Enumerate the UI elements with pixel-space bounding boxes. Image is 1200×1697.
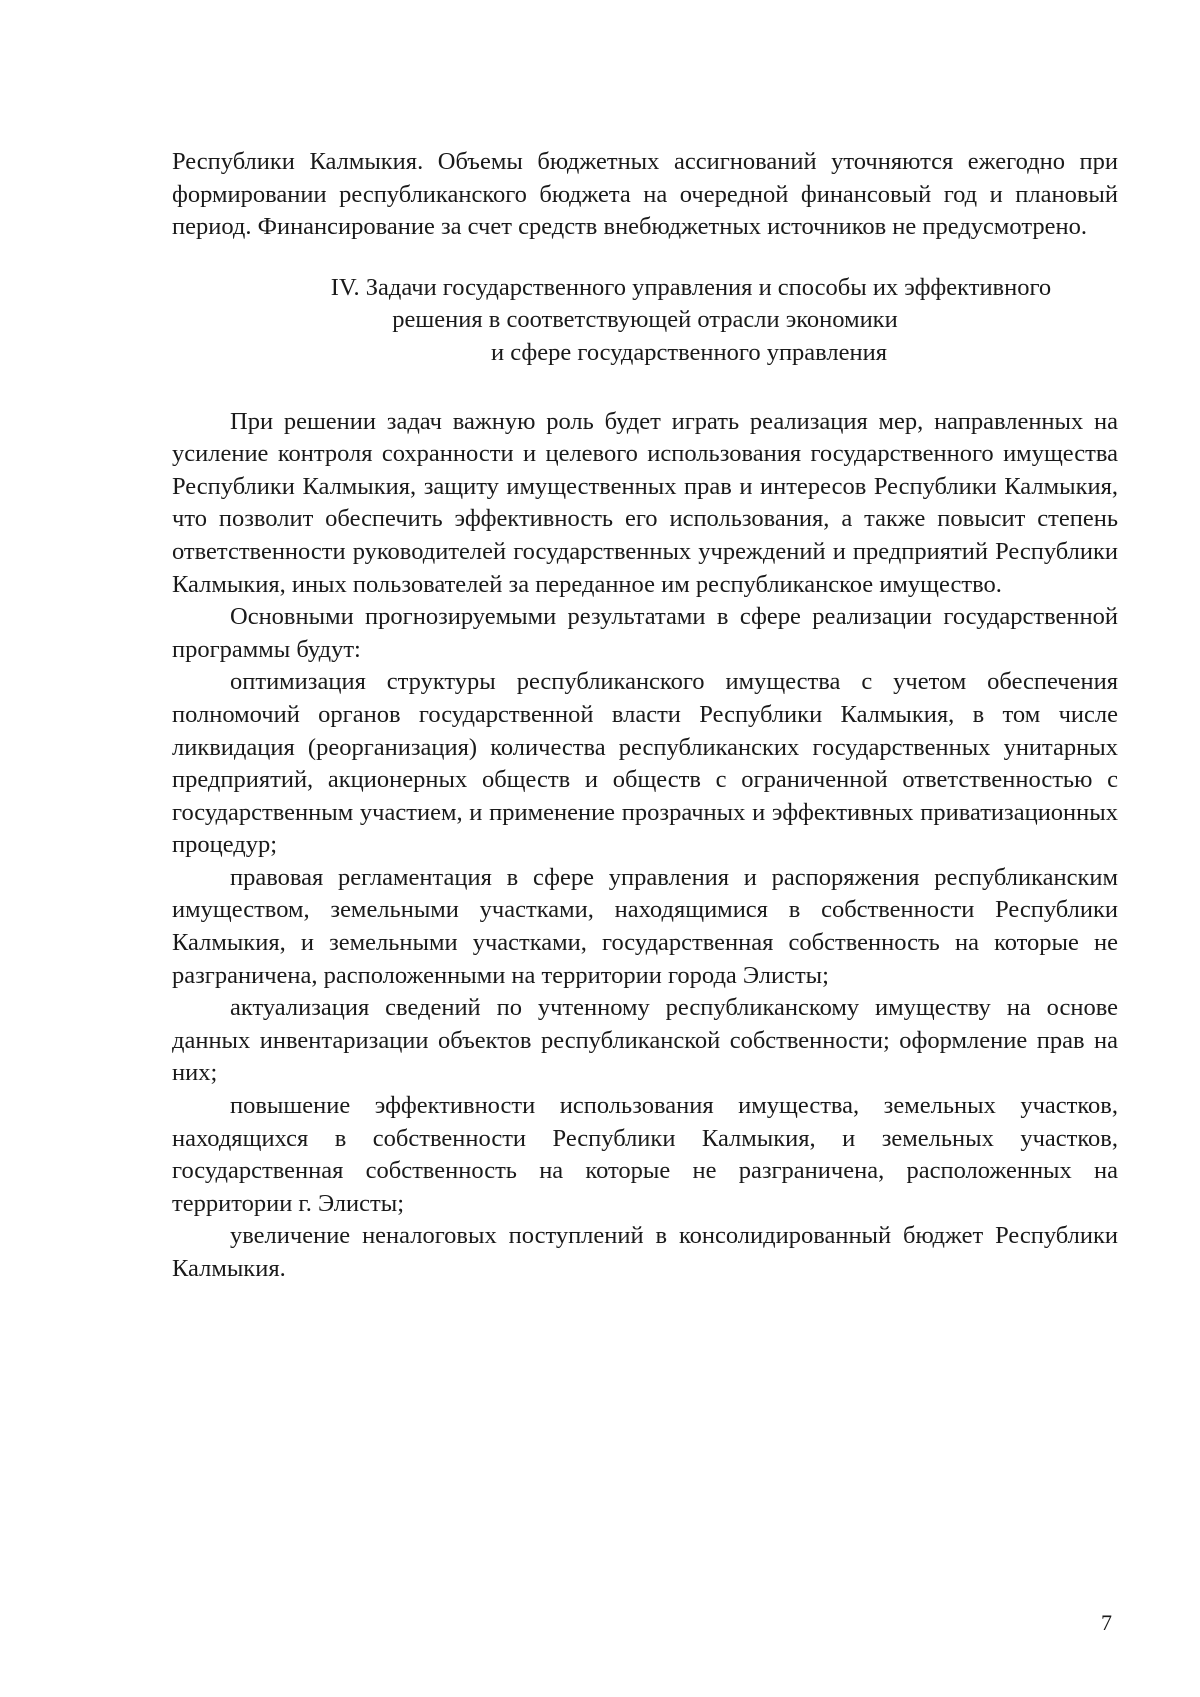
list-item-paragraph: правовая регламентация в сфере управления и распоряжения республиканским имуществом, земельными участками, находящимися в собственности Республики Калмыкия, и земельными участками, государственная собственность на которые не разграничена, расположенными на территории города Элисты; [172,863,1118,989]
intro-paragraph: Республики Калмыкия. Объемы бюджетных ассигнований уточняются ежегодно при формировании республиканского бюджета на очередной финансовый год и плановый период. Финансирование за счет средств внебюджетных источников не предусмотрено. [172,148,1118,241]
section-heading [172,272,1118,370]
body-paragraph: Основными прогнозируемыми результатами в сфере реализации государственной программы будут: [172,603,1118,663]
body-paragraph: При решении задач важную роль будет играть реализация мер, направленных на усиление контроля сохранности и целевого использования государственного имущества Республики Калмыкия, защиту имущественных прав и интересов Республики Калмыкия, что позволит обеспечить эффективность его использования, а также повысит степень ответственности руководителей государственных учреждений и предприятий Республики Калмыкия, иных пользователей за переданное им республиканское имущество. [172,407,1118,598]
list-item-paragraph: оптимизация структуры республиканского имущества с учетом обеспечения полномочий органов государственной власти Республики Калмыкия, в том числе ликвидация (реорганизация) количества республиканских государственных унитарных предприятий, акционерных обществ и обществ с ограниченной ответственностью с государственным участием, и применение прозрачных и эффективных приватизационных процедур; [172,668,1118,859]
list-item-paragraph: повышение эффективности использования имущества, земельных участков, находящихся в собственности Республики Калмыкия, и земельных участков, государственная собственность на которые не разграничена, расположенных на территории г. Элисты; [172,1092,1118,1217]
section-heading-line-3: и сфере государственного управления [490,338,888,366]
list-item-paragraph: актуализация сведений по учтенному республиканскому имуществу на основе данных инвентаризации объектов республиканской собственности; оформление прав на них; [172,994,1118,1087]
section-heading-line-1: IV. Задачи государственного управления и способы их эффективного [330,273,1052,301]
list-item-paragraph: увеличение неналоговых поступлений в консолидированный бюджет Республики Калмыкия. [172,1222,1118,1282]
page-number: 7 [1101,1610,1112,1635]
page-content [172,146,1118,1286]
section-heading-line-2: решения в соответствующей отрасли экономики [392,306,898,334]
